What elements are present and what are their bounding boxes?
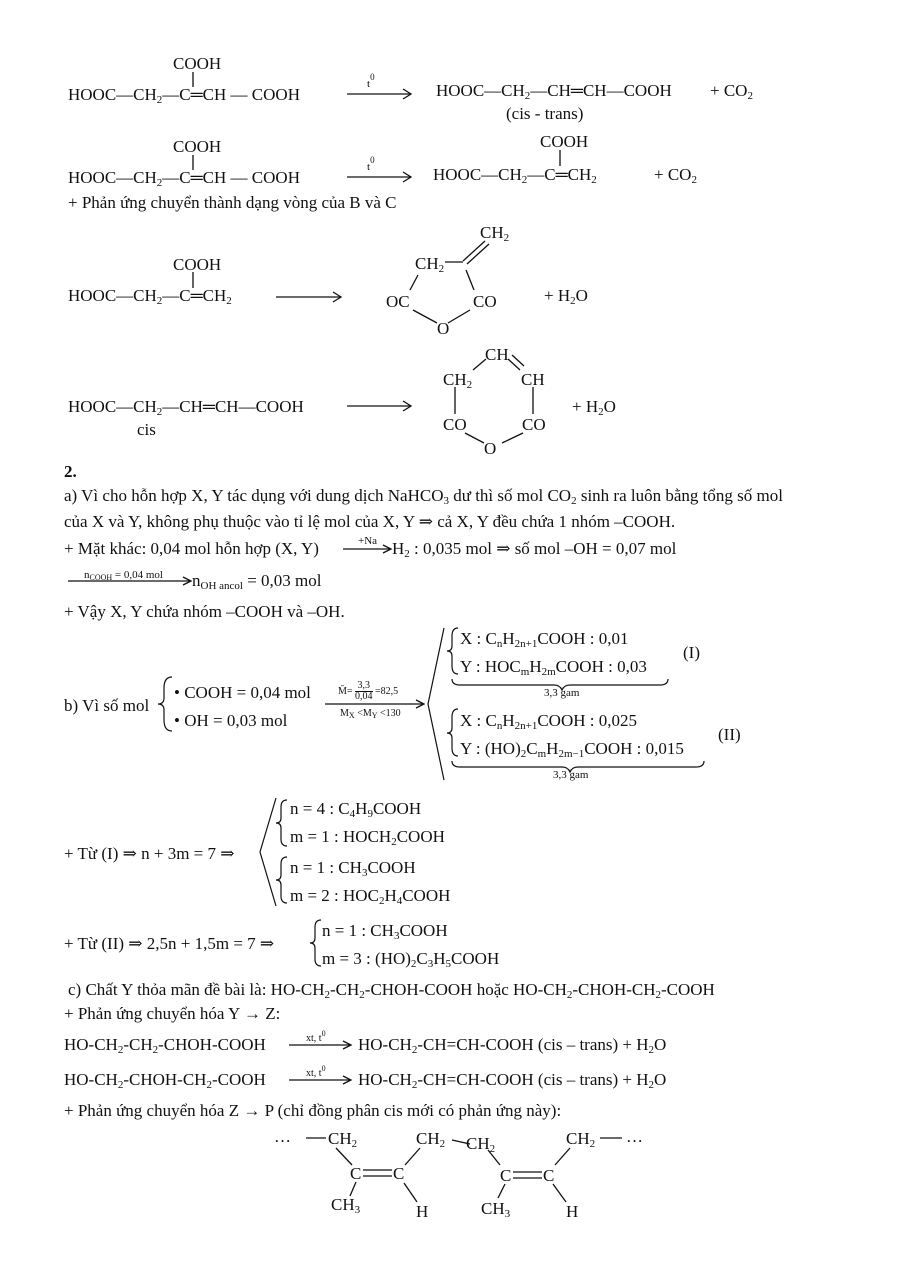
part-b-intro: b) Vì số mol bbox=[64, 696, 150, 715]
from-ii-a2: m = 3 : $(HO)_2C_3H_5COOH$ bbox=[322, 949, 500, 970]
case1-label: (I) bbox=[683, 643, 700, 662]
r1-right-formula: $HOOC—CH_2—CH═CH—COOH$ bbox=[436, 81, 672, 102]
case2-label: (II) bbox=[718, 725, 741, 744]
r1-co2: + $CO_2$ bbox=[710, 81, 753, 102]
from-i-b2: m = 2 : $HOC_2H_4COOH$ bbox=[290, 886, 451, 907]
from-ii-a1: n = 1 : $CH_3COOH$ bbox=[322, 921, 448, 942]
part-a-line2: của X và Y, không phụ thuộc vào tỉ lệ mol của X, Y ⇒ cả X, Y đều chứa 1 nhóm –COOH. bbox=[64, 512, 676, 531]
r1-cooh-top: COOH bbox=[173, 54, 222, 73]
polymer-ch3-a: $CH_3$ bbox=[331, 1195, 361, 1216]
case1-x: X : $C_nH_{2n+1}COOH$ : 0,01 bbox=[460, 629, 629, 650]
polymer-c1: C bbox=[350, 1164, 362, 1183]
r4-ring-ch: CH bbox=[485, 345, 509, 364]
part-c-r1-left: $HO-CH_2-CH_2-CHOH$-COOH bbox=[64, 1035, 266, 1056]
polymer-c3: C bbox=[500, 1166, 512, 1185]
part-a-line4-post: $n_{OH ancol} = 0,03$ mol bbox=[192, 571, 322, 592]
part-a-line1: a) Vì cho hỗn hợp X, Y tác dụng với dung dịch NaHCO$_3$ dư thì số mol $CO_2$ sinh ra luôn bằng tổng số mol bbox=[64, 486, 783, 507]
from-i-b1: n = 1 : $CH_3COOH$ bbox=[290, 858, 416, 879]
part-a-line3-pre: + Mặt khác: 0,04 mol hỗn hợp (X, Y) bbox=[64, 539, 319, 558]
case2-y: Y : $(HO)_2C_mH_{2m-1}COOH$ : 0,015 bbox=[460, 739, 684, 760]
r3-h2o: + $H_2O$ bbox=[544, 286, 588, 307]
part-c-line3: + Phản ứng chuyển hóa Z → P (chỉ đồng phân cis mới có phản ứng này): bbox=[64, 1101, 562, 1120]
r3-ring-co: CO bbox=[473, 292, 497, 311]
from-i-a2: m = 1 : $HOCH_2COOH$ bbox=[290, 827, 445, 848]
r2-condition: $t^0$ bbox=[367, 155, 375, 173]
part-c-r2-left: $HO-CH_2-CHOH-CH_2$-COOH bbox=[64, 1070, 266, 1091]
polymer-ch2-d: $CH_2$ bbox=[566, 1129, 596, 1150]
polymer-ch2-b: $CH_2$ bbox=[416, 1129, 446, 1150]
case1-mass: 3,3 gam bbox=[544, 687, 580, 699]
part-a-line3-post: $H_2$ : 0,035 mol ⇒ số mol –OH = 0,07 mol bbox=[392, 539, 677, 560]
r3-ring-o: O bbox=[437, 319, 450, 338]
r4-h2o: + $H_2O$ bbox=[572, 397, 616, 418]
part-c-line1: c) Chất Y thỏa mãn đề bài là: $HO-CH_2-CH_2-CHOH$-COOH hoặc $HO-CH_2-CHOH-CH_2$-COOH bbox=[68, 980, 715, 1001]
r3-ring-ch2: $CH_2$ bbox=[415, 254, 445, 275]
r4-ring-co-left: CO bbox=[443, 415, 467, 434]
polymer-ch2-c: $CH_2$ bbox=[466, 1134, 496, 1155]
part-a-ncooh-label: nCOOH = 0,04 mol bbox=[84, 569, 163, 582]
case2-x: X : $C_nH_{2n+1}COOH$ : 0,025 bbox=[460, 711, 637, 732]
polymer-h-a: H bbox=[416, 1202, 429, 1221]
part-a-na-label: +Na bbox=[358, 535, 378, 547]
r3-left-formula: $HOOC—CH_2—C═CH_2$ bbox=[68, 286, 232, 307]
r4-ring-ch2: $CH_2$ bbox=[443, 370, 473, 391]
polymer-ch2-a: $CH_2$ bbox=[328, 1129, 358, 1150]
polymer-c4: C bbox=[543, 1166, 555, 1185]
part-b-arrow-bottom: $M_X <M_Y <130$ bbox=[340, 708, 401, 720]
part-c-r2-cond: xt, $t^0$ bbox=[306, 1064, 326, 1079]
r2-cooh-top: COOH bbox=[173, 137, 222, 156]
r4-ring-co-right: CO bbox=[522, 415, 546, 434]
part-c-r1-right: $HO-CH_2-CH=CH$-COOH (cis – trans) + $H_2O$ bbox=[358, 1035, 667, 1056]
part-b-cooh: • COOH = 0,04 mol bbox=[174, 683, 311, 702]
from-i-a1: n = 4 : $C_4H_9COOH$ bbox=[290, 799, 422, 820]
polymer-c2: C bbox=[393, 1164, 405, 1183]
r2-cooh-right-top: COOH bbox=[540, 132, 589, 151]
part-c-r1-cond: xt, $t^0$ bbox=[306, 1029, 326, 1044]
r2-co2: + $CO_2$ bbox=[654, 165, 697, 186]
part-c-r2-right: $HO-CH_2-CH=CH$-COOH (cis – trans) + $H_2O$ bbox=[358, 1070, 667, 1091]
polymer-dots-left: … bbox=[274, 1127, 291, 1146]
r4-ring-o: O bbox=[484, 439, 497, 458]
polymer-dots-right: … bbox=[626, 1127, 643, 1146]
polymer-h-b: H bbox=[566, 1202, 579, 1221]
r3-ring-oc: OC bbox=[386, 292, 410, 311]
r2-left-formula: $HOOC—CH_2—C═CH$ — COOH bbox=[68, 168, 300, 189]
part-b-arrow-top: M̄= $\frac{3,3}{0,04}$ =82,5 bbox=[338, 680, 399, 702]
r1-cis-trans: (cis - trans) bbox=[506, 104, 584, 123]
cyclization-heading: + Phản ứng chuyển thành dạng vòng của B và C bbox=[68, 193, 397, 212]
part-a-line5: + Vậy X, Y chứa nhóm –COOH và –OH. bbox=[64, 602, 345, 621]
section-number: 2. bbox=[64, 462, 77, 481]
polymer-ch3-b: $CH_3$ bbox=[481, 1199, 511, 1220]
r4-left-formula: $HOOC—CH_2—CH═CH—COOH$ bbox=[68, 397, 304, 418]
part-b-oh: • OH = 0,03 mol bbox=[174, 711, 288, 730]
r4-cis: cis bbox=[137, 420, 156, 439]
r1-left-formula: $HOOC—CH_2—C═CH$ — COOH bbox=[68, 85, 300, 106]
case1-y: Y : $HOC_mH_{2m}COOH$ : 0,03 bbox=[460, 657, 647, 678]
r1-condition: $t^0$ bbox=[367, 72, 375, 90]
r4-ring-ch-right: CH bbox=[521, 370, 545, 389]
part-c-line2: + Phản ứng chuyển hóa Y → Z: bbox=[64, 1004, 281, 1023]
case2-mass: 3,3 gam bbox=[553, 769, 589, 781]
r2-right-formula: $HOOC—CH_2—C═CH_2$ bbox=[433, 165, 597, 186]
r3-cooh-top: COOH bbox=[173, 255, 222, 274]
from-ii-lead: + Từ (II) ⇒ 2,5n + 1,5m = 7 ⇒ bbox=[64, 934, 275, 953]
from-i-lead: + Từ (I) ⇒ n + 3m = 7 ⇒ bbox=[64, 844, 235, 863]
r3-ring-ch2-exo: $CH_2$ bbox=[480, 223, 510, 244]
